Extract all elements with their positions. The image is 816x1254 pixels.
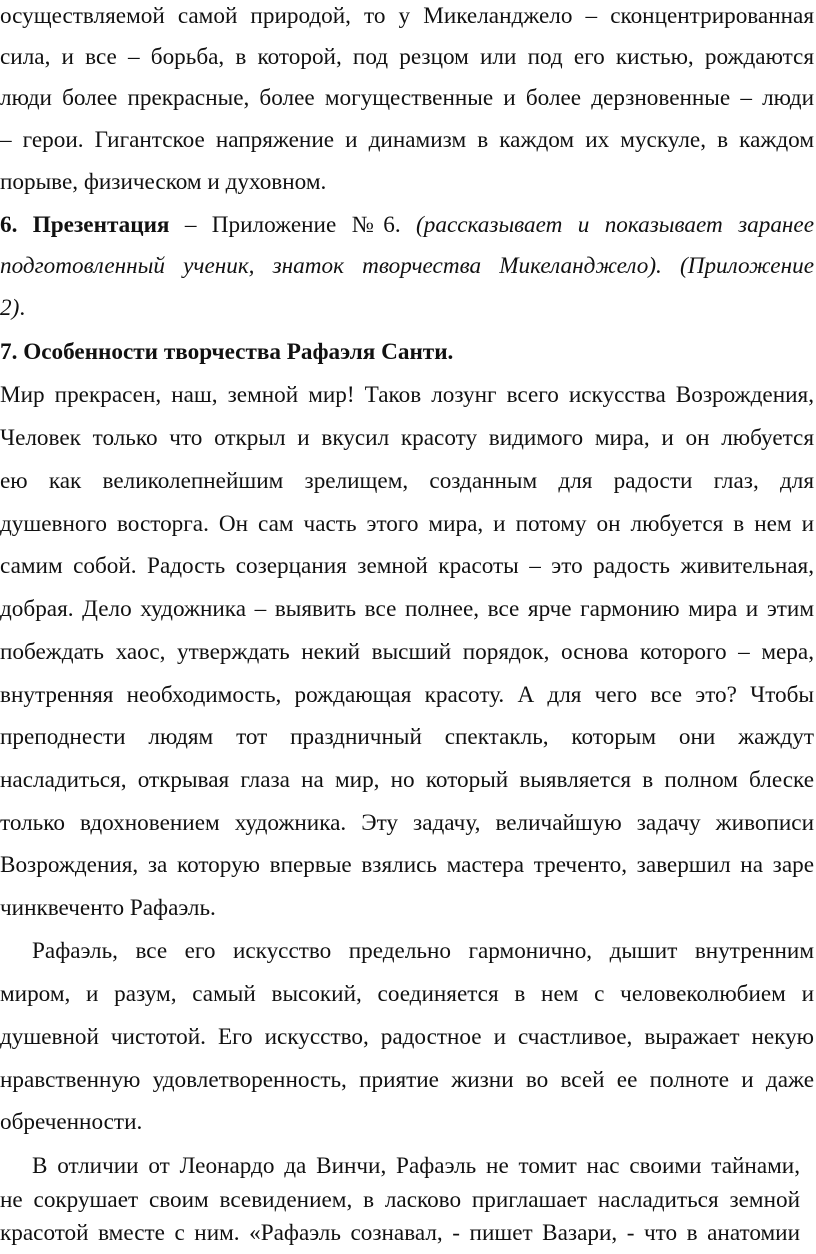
paragraph-line: преподнести людям тот праздничный спектакль, которым они жаждут (0, 724, 814, 750)
paragraph-line: обреченности. (0, 1109, 143, 1135)
section-6-line (0, 246, 814, 286)
paragraph-line: чинквеченто Рафаэль. (0, 895, 216, 921)
section-6-italic: подготовленный ученик, знаток творчества Микеланджело). (Приложение (0, 253, 814, 279)
paragraph-line: самим собой. Радость созерцания земной красоты – это радость живительная, (0, 553, 814, 579)
paragraph-line: только вдохновением художника. Эту задачу, величайшую задачу живописи (0, 810, 814, 836)
paragraph-line: ею как великолепнейшим зрелищем, созданным для радости глаз, для (0, 468, 814, 494)
paragraph-line: красотой вместе с ним. «Рафаэль сознавал, - пишет Вазари, - что в анатомии (0, 1220, 800, 1246)
section-6-line (0, 288, 814, 328)
paragraph-line: душевной чистотой. Его искусство, радостное и счастливое, выражает некую (0, 1024, 814, 1050)
paragraph-line: порыве, физическом и духовном. (0, 169, 327, 195)
paragraph-line: Возрождения, за которую впервые взялись мастера треченто, завершил на заре (0, 852, 814, 878)
paragraph-line: Человек только что открыл и вкусил красоту видимого мира, и он любуется (0, 425, 814, 451)
paragraph-line: внутренняя необходимость, рождающая красоту. А для чего все это? Чтобы (0, 682, 814, 708)
section-7-heading-line (0, 332, 814, 372)
paragraph-line: – герои. Гигантское напряжение и динамизм в каждом их мускуле, в каждом (0, 127, 814, 153)
paragraph-line: душевного восторга. Он сам часть этого мира, и потому он любуется в нем и (0, 511, 814, 537)
paragraph-line: нравственную удовлетворенность, приятие жизни во всей ее полноте и даже (0, 1067, 814, 1093)
section-6-text: – Приложение №6. (169, 212, 417, 238)
section-6-title: 6. Презентация (0, 212, 170, 238)
paragraph-line: осуществляемой самой природой, то у Микеланджело – сконцентрированная (0, 3, 814, 29)
paragraph-line: В отличии от Леонардо да Винчи, Рафаэль не томит нас своими тайнами, (32, 1153, 800, 1179)
section-7-heading: 7. Особенности творчества Рафаэля Санти. (0, 339, 454, 365)
paragraph-line: сила, и все – борьба, в которой, под резцом или под его кистью, рождаются (0, 44, 814, 70)
paragraph-line: люди более прекрасные, более могущественные и более дерзновенные – люди (0, 85, 814, 111)
paragraph-line: насладиться, открывая глаза на мир, но который выявляется в полном блеске (0, 767, 814, 793)
section-6-italic: 2) (0, 295, 20, 321)
section-6-tail: . (19, 295, 26, 321)
paragraph-line: не сокрушает своим всевидением, в ласково приглашает насладиться земной (0, 1187, 800, 1213)
paragraph-line: Рафаэль, все его искусство предельно гармонично, дышит внутренним (32, 938, 814, 964)
section-6-line (0, 205, 814, 245)
section-6-italic: (рассказывает и показывает заранее (416, 212, 814, 238)
paragraph-line: добрая. Дело художника – выявить все полнее, все ярче гармонию мира и этим (0, 596, 814, 622)
paragraph-line: Мир прекрасен, наш, земной мир! Таков лозунг всего искусства Возрождения, (0, 382, 814, 408)
paragraph-line: побеждать хаос, утверждать некий высший порядок, основа которого – мера, (0, 639, 814, 665)
paragraph-line: миром, и разум, самый высокий, соединяется в нем с человеколюбием и (0, 981, 814, 1007)
